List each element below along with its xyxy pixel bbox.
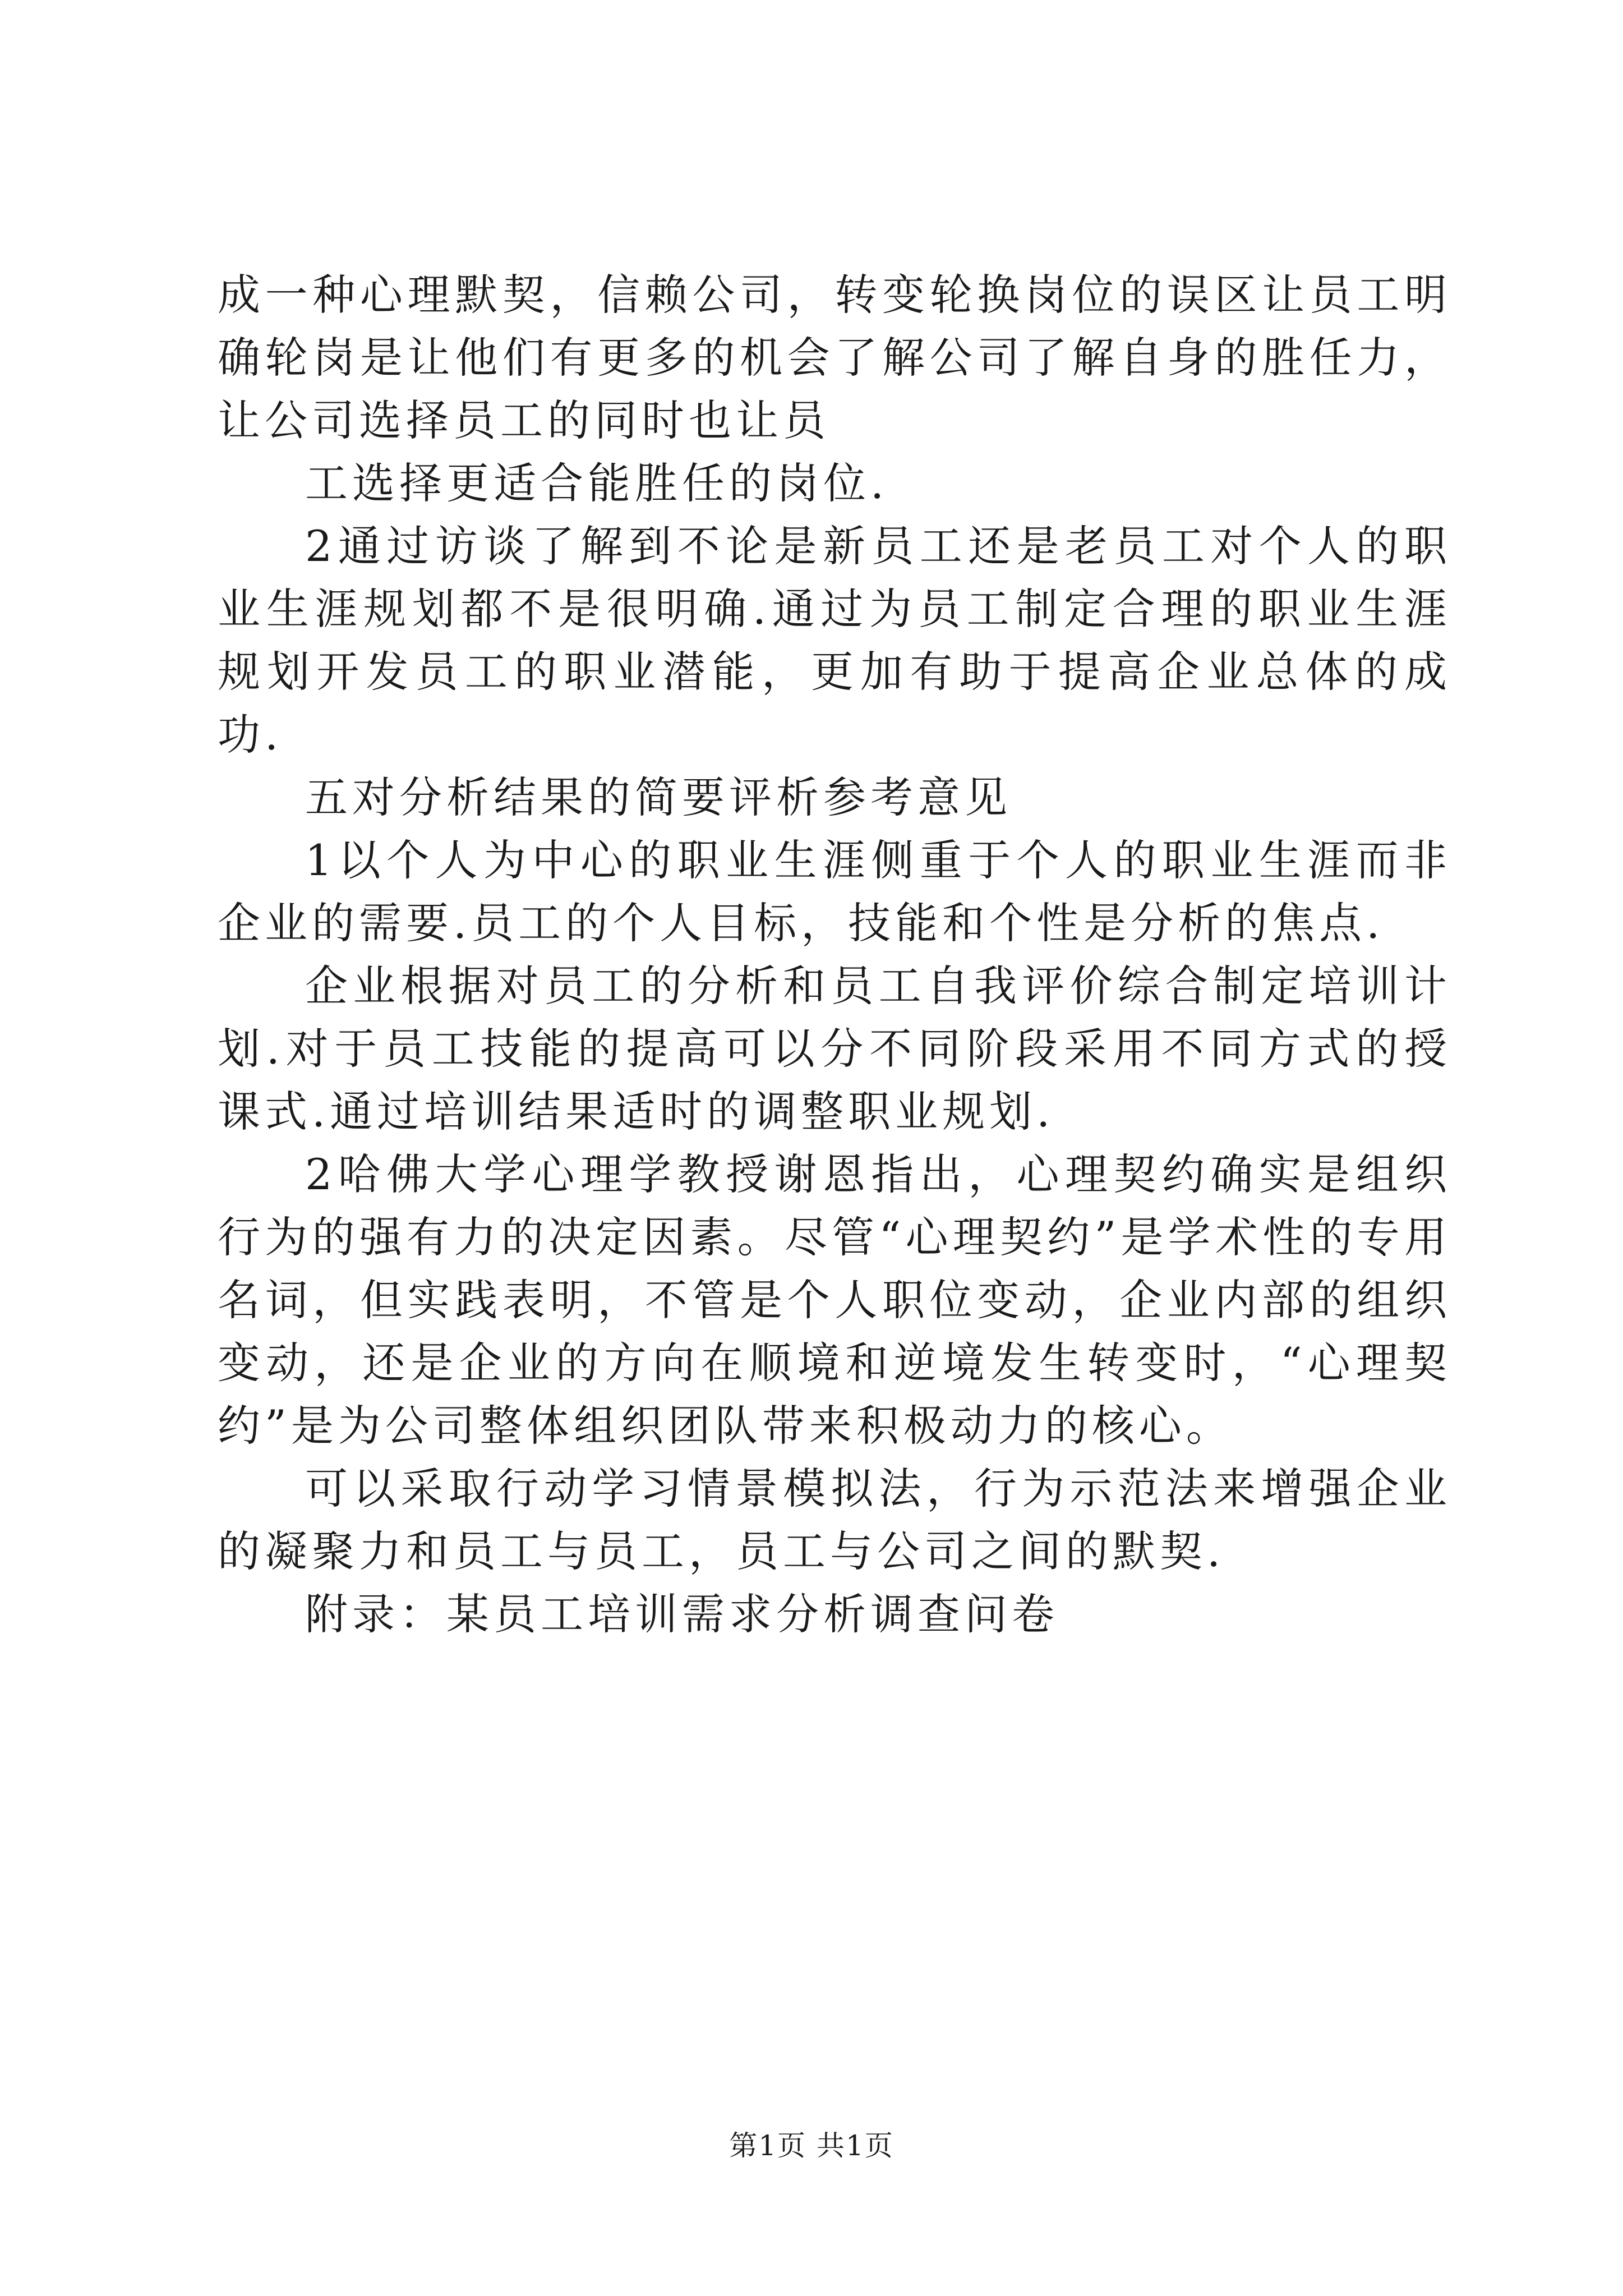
document-body [218, 264, 1451, 1646]
paragraph-7: 2哈佛大学心理学教授谢恩指出，心理契约确实是组织行为的强有力的决定因素。尽管“心理契约”是学术性的专用名词，但实践表明，不管是个人职位变动，企业内部的组织变动，还是企业的方向在顺境和逆境发生转变时，“心理契约”是为公司整体组织团队带来积极动力的核心。 [218, 1149, 1451, 1451]
section-heading: 五对分析结果的简要评析参考意见 [305, 772, 1012, 822]
paragraph-5: 1以个人为中心的职业生涯侧重于个人的职业生涯而非企业的需要.员工的个人目标，技能和个性是分析的焦点. [218, 835, 1451, 948]
paragraph-8: 可以采取行动学习情景模拟法，行为示范法来增强企业的凝聚力和员工与员工，员工与公司之间的默契. [218, 1464, 1451, 1576]
paragraph-3: 2通过访谈了解到不论是新员工还是老员工对个人的职业生涯规划都不是很明确.通过为员工制定合理的职业生涯规划开发员工的职业潜能，更加有助于提高企业总体的成功. [218, 521, 1451, 760]
paragraph-2: 工选择更适合能胜任的岗位. [305, 458, 889, 508]
page-footer: 第1页 共1页 [729, 2129, 894, 2162]
appendix-line: 附录：某员工培训需求分析调查问卷 [305, 1589, 1059, 1639]
paragraph-1: 成一种心理默契，信赖公司，转变轮换岗位的误区让员工明确轮岗是让他们有更多的机会了解公司了解自身的胜任力，让公司选择员工的同时也让员 [218, 270, 1451, 445]
paragraph-6: 企业根据对员工的分析和员工自我评价综合制定培训计划.对于员工技能的提高可以分不同阶段采用不同方式的授课式.通过培训结果适时的调整职业规划. [218, 961, 1451, 1137]
